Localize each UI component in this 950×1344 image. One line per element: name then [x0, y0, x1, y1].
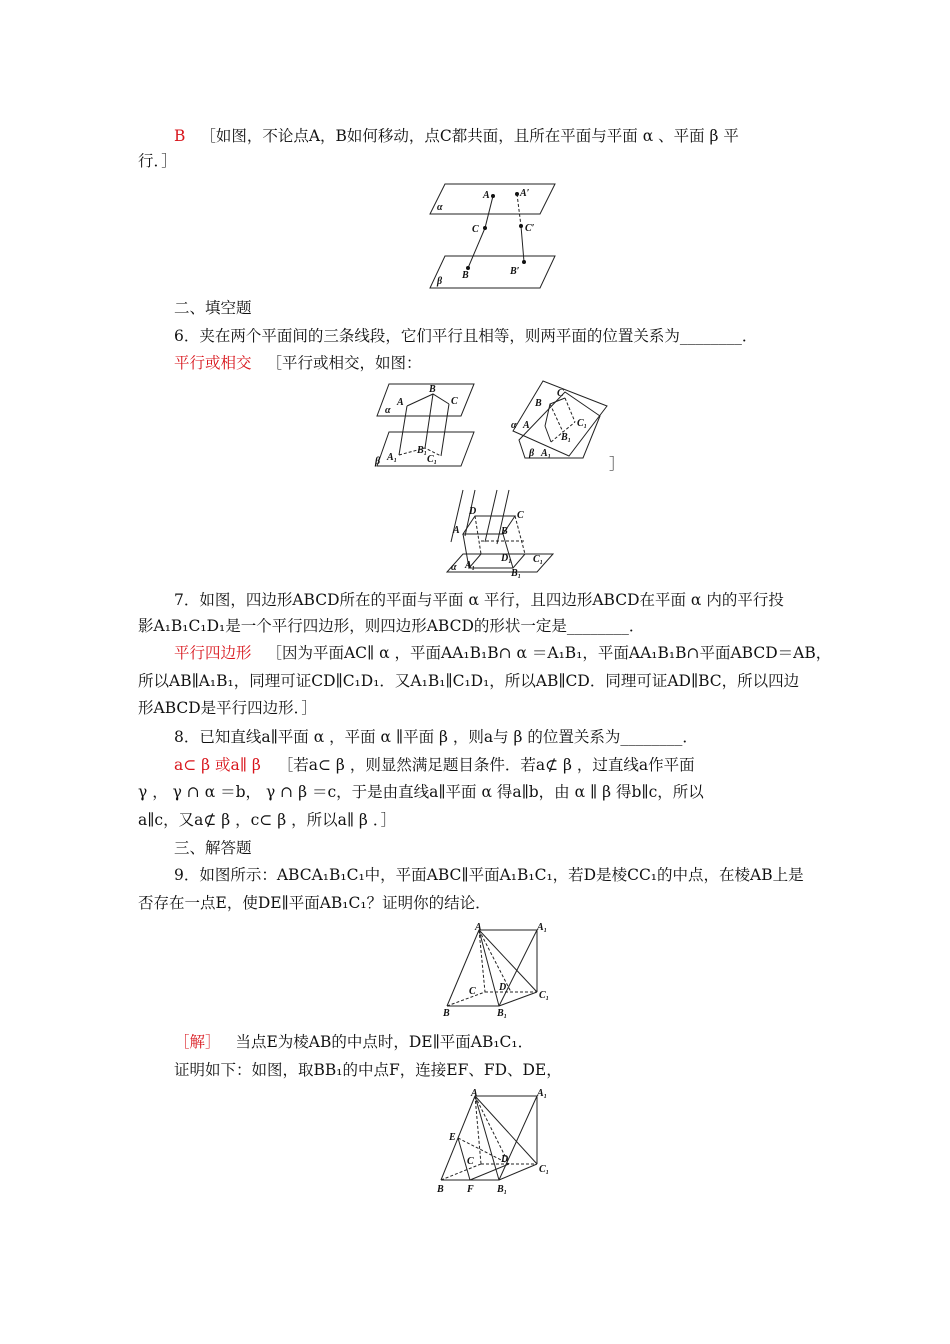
fig6-label-B1: B₁: [497, 1184, 508, 1195]
q6-answer: 平行或相交: [174, 354, 252, 372]
fig4-label-D1: D₁: [501, 553, 512, 564]
fig6-label-B: B: [437, 1184, 444, 1195]
fig4-label-C: C: [517, 510, 524, 521]
figure-intersecting-planes-three-segments: [505, 376, 615, 466]
q8-stem: 8．已知直线a∥平面 α ，平面 α ∥平面 β ，则a与 β 的位置关系为________．: [174, 728, 698, 746]
fig5-label-B1: B₁: [497, 1008, 508, 1019]
fig1-label-A: A: [483, 190, 490, 201]
q7-explain-3: 形ABCD是平行四边形．］: [138, 699, 317, 717]
fig2-label-alpha: α: [385, 405, 391, 416]
fig4-label-A: A: [453, 525, 460, 536]
fig1-label-C-prime: C′: [525, 223, 535, 234]
q9-stem-1: 9．如图所示：ABCA₁B₁C₁中，平面ABC∥平面A₁B₁C₁，若D是棱CC₁的中点，在棱AB上是: [174, 866, 804, 884]
fig2-label-A: A: [397, 397, 404, 408]
fig3-label-A: A: [523, 420, 530, 431]
figure-triangular-prism: [439, 922, 551, 1020]
figure-triangular-prism-midpoints: [433, 1088, 555, 1198]
fig5-label-B: B: [443, 1008, 450, 1019]
fig1-label-beta: β: [437, 276, 443, 287]
fig5-label-D: D: [499, 982, 507, 993]
q6-line-answer: [174, 353, 421, 373]
q7-explain-2: 所以AB∥A₁B₁，同理可证CD∥C₁D₁．又A₁B₁∥C₁D₁，所以AB∥CD．同理可证AD∥BC，所以四边: [138, 672, 800, 690]
q9-solution-2: 证明如下：如图，取BB₁的中点F，连接EF、FD、DE，: [174, 1061, 562, 1079]
fig4-label-alpha: α: [451, 562, 457, 573]
q5-explain-1: ［如图，不论点A，B如何移动，点C都共面，且所在平面与平面 α 、平面 β 平: [200, 127, 739, 145]
fig4-label-B1: B₁: [511, 568, 522, 578]
figure-parallel-projection-quadrilateral: [441, 486, 559, 578]
fig4-label-A1: A₁: [465, 560, 476, 571]
q9-solution-1: 当点E为棱AB的中点时，DE∥平面AB₁C₁．: [235, 1033, 534, 1051]
fig2-label-B: B: [429, 384, 436, 395]
q5-explain-2: 行．］: [138, 152, 177, 170]
fig5-label-C: C: [469, 986, 476, 997]
figure-two-parallel-planes-moving-points: [415, 178, 565, 290]
q8-explain-2: γ ， γ ∩ α ＝b， γ ∩ β ＝c，于是由直线a∥平面 α 得a∥b，由 α ∥ β 得b∥c，所以: [138, 783, 704, 801]
fig6-label-A1: A₁: [537, 1088, 548, 1099]
fig3-label-B1: B₁: [561, 432, 572, 443]
fig1-label-alpha: α: [437, 202, 443, 213]
fig6-label-C1: C₁: [539, 1164, 550, 1175]
fig1-label-B-prime: B′: [510, 266, 520, 277]
q5-answer: B: [174, 127, 186, 145]
fig4-label-B: B: [501, 526, 508, 537]
fig1-label-A-prime: A′: [520, 188, 530, 199]
fig6-label-E: E: [449, 1132, 456, 1143]
q9-solution-line-1: [174, 1032, 533, 1052]
fig3-label-C1: C₁: [577, 418, 588, 429]
fig3-label-B: B: [535, 398, 542, 409]
fig3-label-alpha: α: [511, 420, 517, 431]
q6-stem: 6．夹在两个平面间的三条线段，它们平行且相等，则两平面的位置关系为________．: [174, 327, 758, 345]
q6-explain-close: ］: [609, 455, 625, 473]
q7-answer: 平行四边形: [174, 644, 252, 662]
fig5-label-A1: A₁: [537, 922, 548, 933]
q8-answer: a⊂ β 或a∥ β: [174, 756, 261, 774]
fig4-label-C1: C₁: [533, 554, 544, 565]
q5-line-1: [174, 126, 739, 146]
fig1-label-B: B: [462, 270, 469, 281]
fig2-label-C: C: [451, 396, 458, 407]
q7-stem-1: 7．如图，四边形ABCD所在的平面与平面 α 平行，且四边形ABCD在平面 α 内的平行投: [174, 591, 784, 609]
q9-solution-tag: ［解］: [174, 1033, 221, 1051]
fig6-label-A: A: [471, 1088, 478, 1099]
q7-stem-2: 影A₁B₁C₁D₁是一个平行四边形，则四边形ABCD的形状一定是________．: [138, 617, 645, 635]
q9-stem-2: 否存在一点E，使DE∥平面AB₁C₁？证明你的结论．: [138, 894, 491, 912]
q6-explain: ［平行或相交，如图：: [266, 354, 422, 372]
q7-explain-1: ［因为平面AC∥ α ，平面AA₁B₁B∩ α ＝A₁B₁，平面AA₁B₁B∩平面ABCD＝AB，: [266, 644, 832, 662]
fig6-label-C: C: [467, 1156, 474, 1167]
fig5-label-A: A: [475, 922, 482, 933]
fig3-label-beta: β: [529, 448, 535, 459]
q8-explain-1: ［若a⊂ β ，则显然满足题目条件．若a⊄ β ，过直线a作平面: [277, 756, 695, 774]
fig6-label-D: D: [501, 1154, 509, 1165]
figure-parallel-planes-three-segments: [369, 380, 484, 470]
q8-line-answer: [174, 755, 695, 775]
fig1-label-C: C: [472, 224, 479, 235]
q7-line-answer: [174, 643, 831, 663]
fig3-label-C: C: [557, 388, 564, 399]
fig2-label-beta: β: [375, 456, 381, 467]
fig2-label-C1: C₁: [427, 454, 438, 465]
section-fill-in: 二、填空题: [174, 299, 252, 317]
fig4-label-D: D: [469, 506, 477, 517]
fig2-label-A1: A₁: [387, 452, 398, 463]
fig3-label-A1: A₁: [541, 448, 552, 459]
section-answer-questions: 三、解答题: [174, 839, 252, 857]
q8-explain-3: a∥c，又a⊄ β ，c⊂ β ，所以a∥ β ．］: [138, 811, 397, 829]
fig6-label-F: F: [467, 1184, 474, 1195]
fig5-label-C1: C₁: [539, 990, 550, 1001]
fig2-label-B1: B₁: [417, 445, 428, 456]
